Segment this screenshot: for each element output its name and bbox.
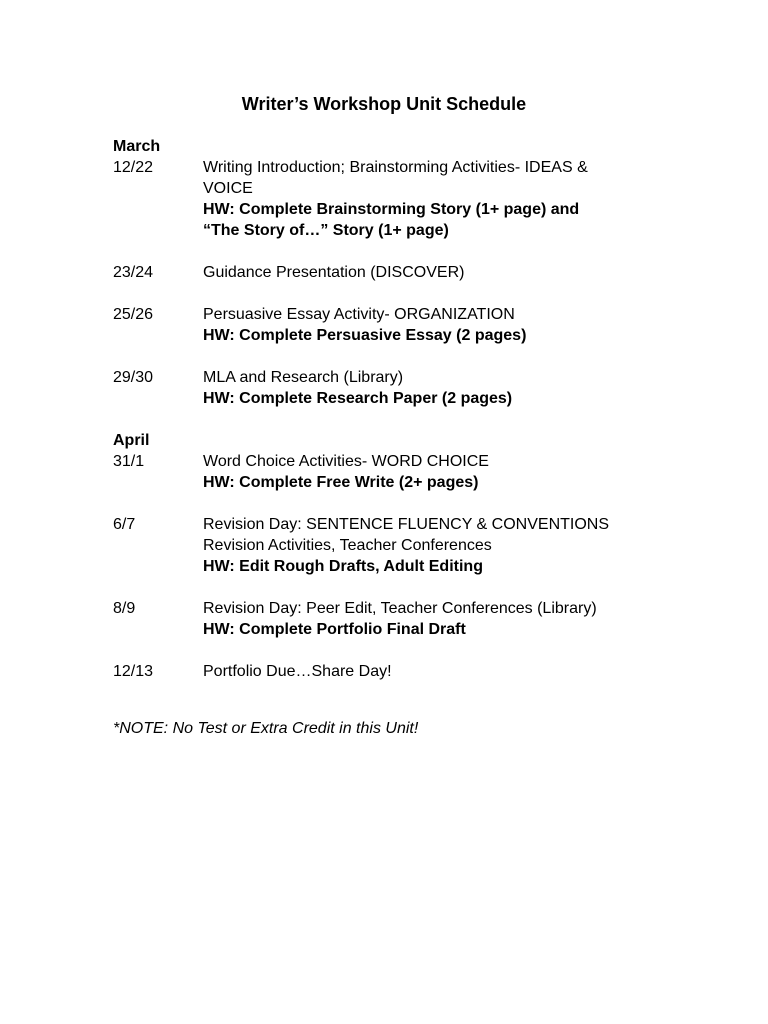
entry-homework: HW: Complete Persuasive Essay (2 pages) [203, 327, 527, 344]
entry-date: 12/22 [113, 159, 154, 176]
entry-activity: Revision Day: Peer Edit, Teacher Conferences (Library) [203, 600, 597, 617]
entry-date: 29/30 [113, 369, 154, 386]
entry-activity: Revision Activities, Teacher Conferences [203, 537, 492, 554]
schedule-entry [113, 451, 673, 493]
entry-activity: MLA and Research (Library) [203, 369, 404, 386]
entry-date: 31/1 [113, 453, 145, 470]
entry-homework: HW: Complete Free Write (2+ pages) [203, 474, 479, 491]
schedule-entry [113, 304, 673, 346]
entry-activity: Revision Day: SENTENCE FLUENCY & CONVENTIONS [203, 516, 610, 533]
schedule-entry [113, 367, 673, 409]
schedule-entry [113, 598, 673, 640]
entry-description [203, 157, 673, 241]
entry-homework: HW: Edit Rough Drafts, Adult Editing [203, 558, 483, 575]
entry-activity: Portfolio Due…Share Day! [203, 663, 392, 680]
entry-date: 23/24 [113, 264, 154, 281]
schedule-entry [113, 514, 673, 577]
entry-description [203, 598, 673, 640]
entry-date: 12/13 [113, 663, 154, 680]
month-heading-march: March [113, 138, 161, 155]
entry-activity: Word Choice Activities- WORD CHOICE [203, 453, 489, 470]
schedule [113, 136, 673, 682]
entry-description [203, 514, 673, 577]
entry-description [203, 367, 673, 409]
unit-note: *NOTE: No Test or Extra Credit in this Unit! [113, 720, 419, 737]
schedule-entry [113, 661, 673, 682]
entry-date: 25/26 [113, 306, 154, 323]
schedule-entry [113, 157, 673, 241]
entry-activity: Writing Introduction; Brainstorming Activities- IDEAS & [203, 159, 588, 176]
schedule-entry [113, 262, 673, 283]
entry-description [203, 661, 673, 682]
entry-date: 8/9 [113, 600, 136, 617]
entry-date: 6/7 [113, 516, 136, 533]
entry-homework: “The Story of…” Story (1+ page) [203, 222, 449, 239]
entry-homework: HW: Complete Brainstorming Story (1+ page) and [203, 201, 580, 218]
entry-homework: HW: Complete Research Paper (2 pages) [203, 390, 513, 407]
entry-homework: HW: Complete Portfolio Final Draft [203, 621, 466, 638]
entry-activity: VOICE [203, 180, 253, 197]
entry-description [203, 262, 673, 283]
page-title: Writer’s Workshop Unit Schedule [241, 94, 527, 114]
month-heading-april: April [113, 432, 150, 449]
entry-activity: Persuasive Essay Activity- ORGANIZATION [203, 306, 515, 323]
entry-activity: Guidance Presentation (DISCOVER) [203, 264, 465, 281]
entry-description [203, 451, 673, 493]
entry-description [203, 304, 673, 346]
